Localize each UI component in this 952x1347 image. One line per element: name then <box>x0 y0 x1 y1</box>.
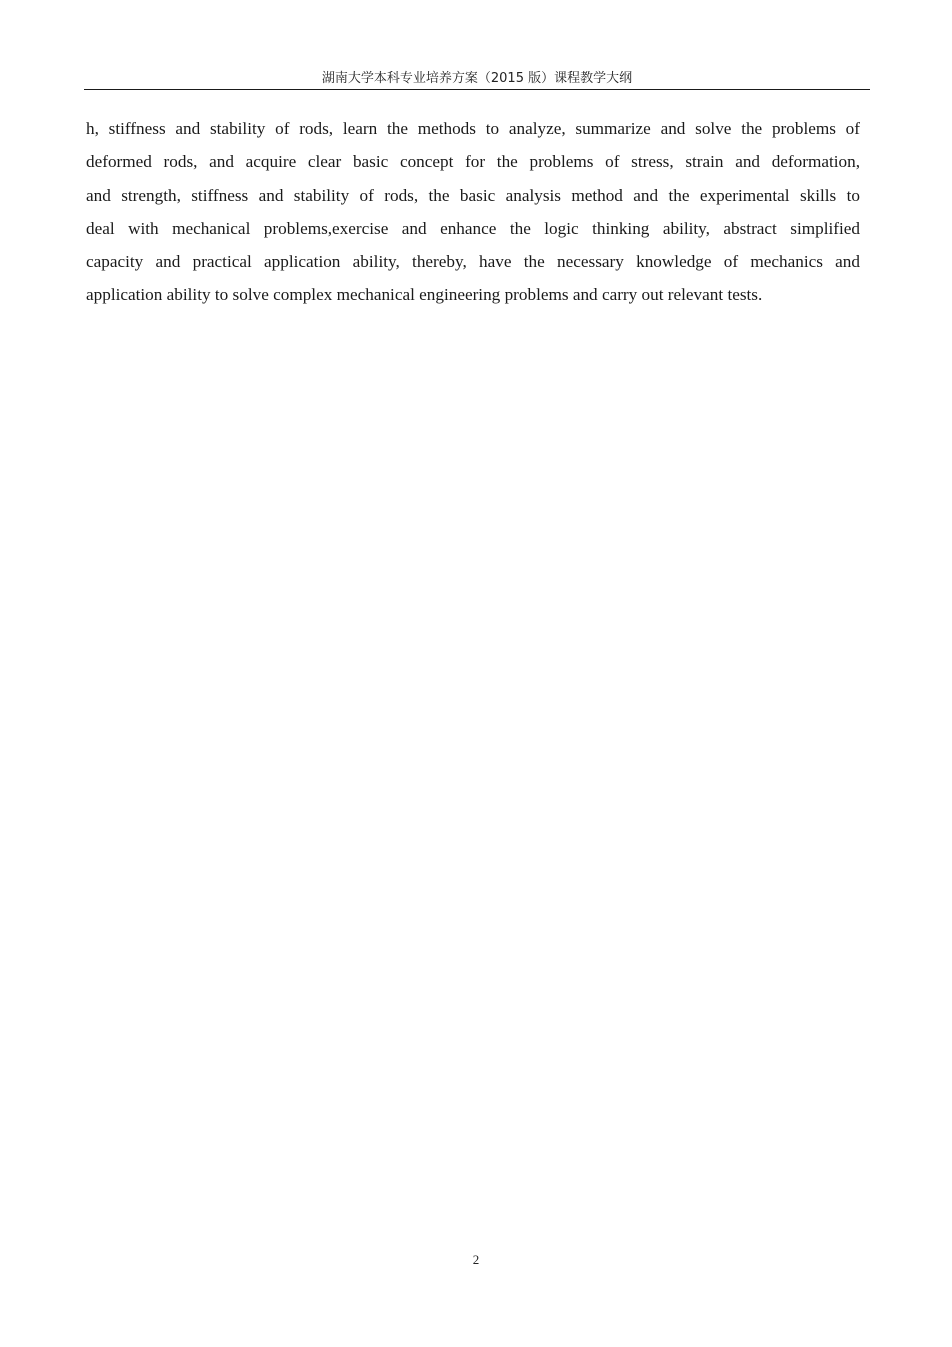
paragraph-line: deal with mechanical problems,exercise and enhance the logic thinking ability, abstract simplified <box>86 218 860 238</box>
body-paragraph <box>86 112 860 312</box>
paragraph-line: h, stiffness and stability of rods, learn the methods to analyze, summarize and solve the problems of <box>86 119 860 138</box>
page-number: 2 <box>472 1252 480 1267</box>
paragraph-line: application ability to solve complex mechanical engineering problems and carry out relevant tests. <box>86 285 763 305</box>
paragraph-line: deformed rods, and acquire clear basic concept for the problems of stress, strain and deformation, <box>86 152 860 172</box>
paragraph-line: capacity and practical application ability, thereby, have the necessary knowledge of mechanics and <box>86 252 860 272</box>
paragraph-line: and strength, stiffness and stability of rods, the basic analysis method and the experimental skills to <box>86 185 860 205</box>
header-title: 湖南大学本科专业培养方案（2015 版）课程教学大纲 <box>321 71 633 86</box>
page-header <box>84 70 870 90</box>
